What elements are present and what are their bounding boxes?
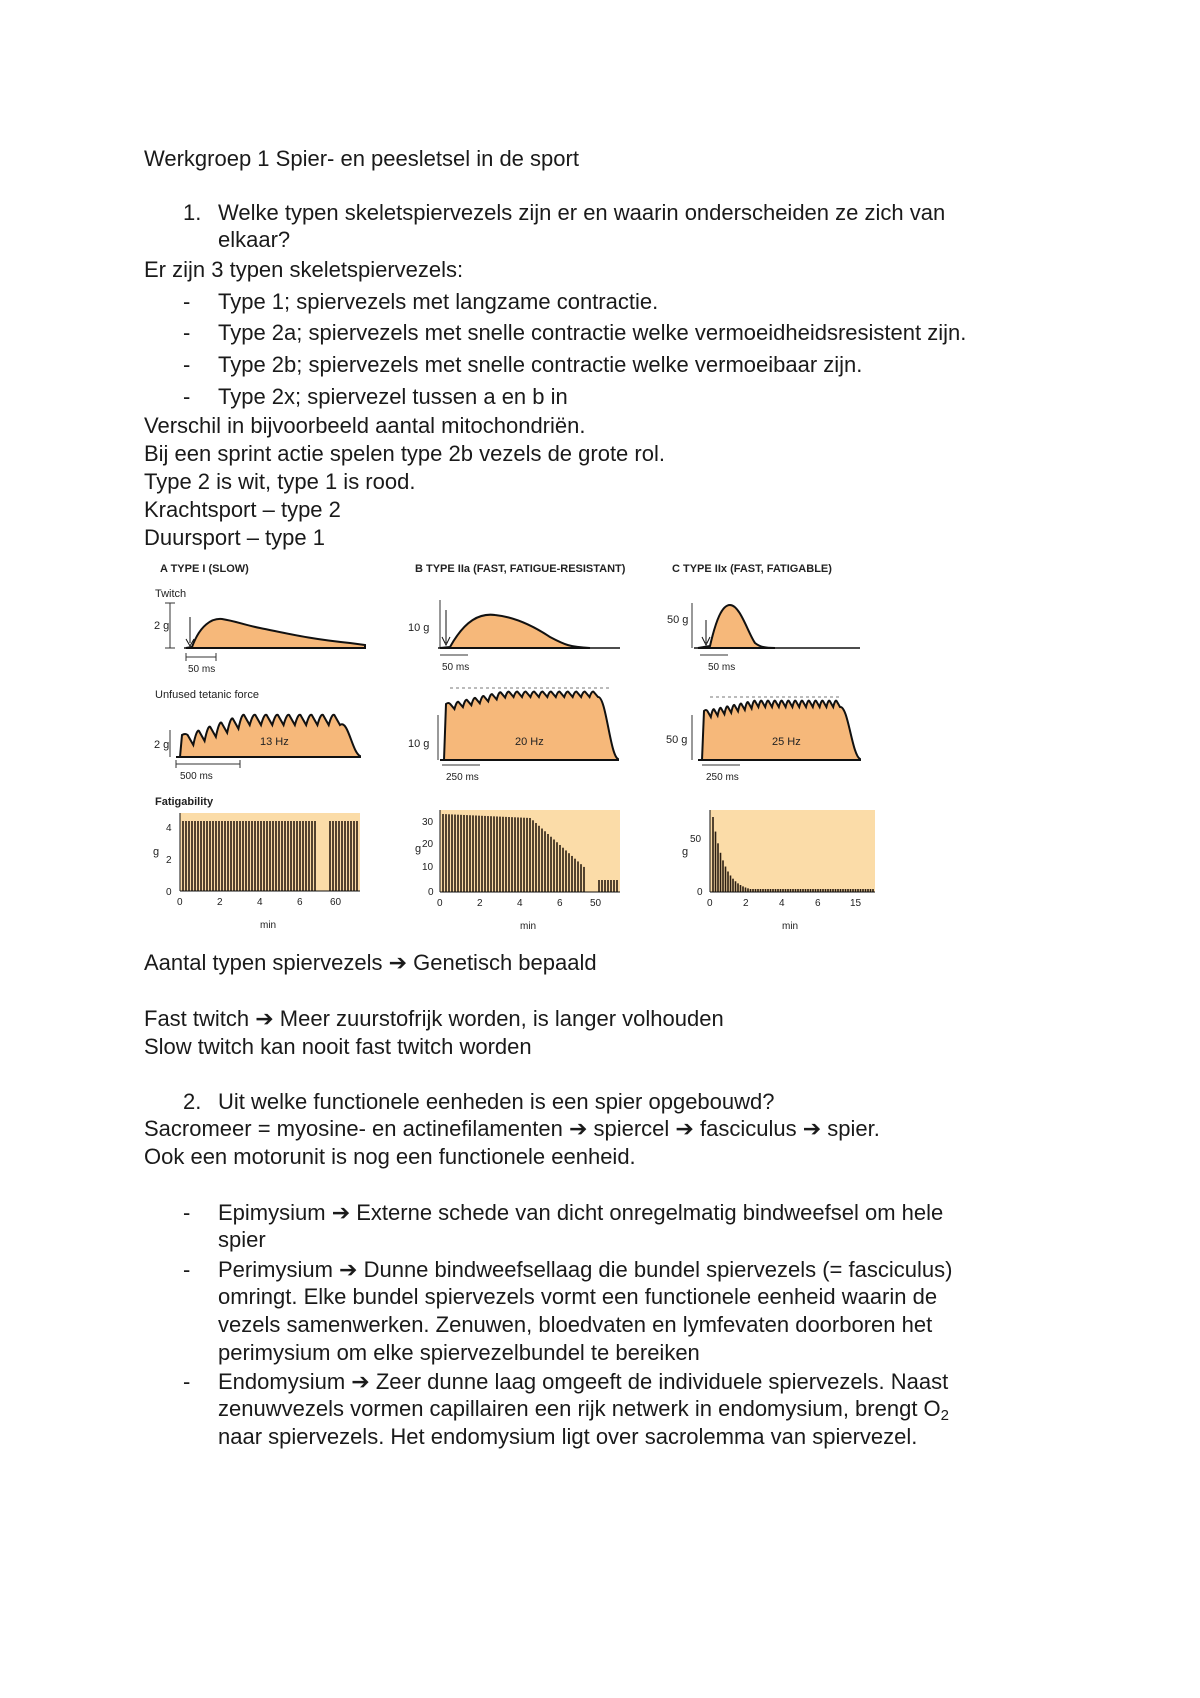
scale-label: 50 g	[666, 734, 688, 746]
panel-a-twitch	[154, 603, 365, 675]
panel-b-tetanic	[408, 688, 618, 783]
y-tick: 0	[697, 887, 703, 898]
x-tick: 0	[177, 897, 183, 908]
perimysium-line1: Perimysium ➔ Dunne bindweefsellaag die bundel spiervezels (= fasciculus)	[218, 1257, 953, 1282]
q1-intro: Er zijn 3 typen skeletspiervezels:	[144, 257, 464, 282]
x-tick: 15	[850, 898, 862, 909]
frequency-label: 20 Hz	[515, 736, 544, 748]
panel-c-twitch	[667, 603, 860, 673]
y-tick: 30	[422, 817, 434, 828]
y-tick: 10	[422, 862, 434, 873]
y-tick: 20	[422, 839, 434, 850]
fast-twitch-line: Fast twitch ➔ Meer zuurstofrijk worden, is langer volhouden	[144, 1006, 724, 1031]
q1-text-line: Duursport – type 1	[144, 525, 325, 550]
q1-question-line2: elkaar?	[218, 227, 291, 252]
bullet-dash: -	[183, 1369, 191, 1394]
x-axis-label: min	[782, 921, 799, 932]
q2-question: Uit welke functionele eenheden is een spier opgebouwd?	[218, 1089, 775, 1114]
y-tick: 50	[690, 834, 702, 845]
y-tick: 0	[428, 887, 434, 898]
arrow-icon: ➔	[339, 1257, 358, 1282]
time-label: 250 ms	[446, 772, 479, 783]
panel-c-fatigue	[682, 810, 875, 932]
panel-a-tetanic	[154, 715, 360, 782]
endomysium-line3: naar spiervezels. Het endomysium ligt over sacrolemma van spiervezel.	[218, 1424, 918, 1449]
slow-twitch-line: Slow twitch kan nooit fast twitch worden	[144, 1034, 532, 1059]
x-tick: 50	[590, 898, 602, 909]
bullet-dash: -	[183, 1200, 191, 1225]
panel-a-fatigue	[153, 813, 360, 931]
panel-c-label: C TYPE IIx (FAST, FATIGABLE)	[672, 563, 832, 575]
time-label: 50 ms	[188, 664, 216, 675]
x-tick: 2	[743, 898, 749, 909]
fiber-type-item: Type 1; spiervezels met langzame contractie.	[218, 289, 659, 314]
x-tick: 6	[297, 897, 303, 908]
endomysium-line2: zenuwvezels vormen capillairen een rijk netwerk in endomysium, brengt $O_2$	[218, 1396, 950, 1424]
x-axis-label: min	[520, 921, 537, 932]
scale-label: 2 g	[154, 739, 170, 751]
time-label: 250 ms	[706, 772, 739, 783]
scale-label: 10 g	[408, 738, 430, 750]
arrow-icon: ➔	[255, 1006, 274, 1031]
perimysium-line2: omringt. Elke bundel spiervezels vormt een functionele eenheid waarin de	[218, 1284, 938, 1309]
scale-label: 50 g	[667, 614, 689, 626]
q1-question-line1: Welke typen skeletspiervezels zijn er en waarin onderscheiden ze zich van	[218, 200, 946, 225]
x-tick: 2	[477, 898, 483, 909]
x-tick: 6	[557, 898, 563, 909]
scale-label: 2 g	[154, 620, 170, 632]
frequency-label: 25 Hz	[772, 736, 801, 748]
arrow-icon: ➔	[675, 1116, 694, 1141]
x-tick: 0	[437, 898, 443, 909]
fiber-type-item: Type 2x; spiervezel tussen a en b in	[218, 384, 568, 409]
x-tick: 4	[517, 898, 523, 909]
row-label-tetanic: Unfused tetanic force	[155, 689, 259, 701]
q2-number: 2.	[183, 1089, 202, 1114]
fiber-type-item: Type 2b; spiervezels met snelle contractie welke vermoeibaar zijn.	[218, 352, 863, 377]
y-axis-label: g	[153, 846, 160, 858]
panel-a-label: A TYPE I (SLOW)	[160, 563, 249, 575]
time-label: 50 ms	[442, 662, 470, 673]
panel-b-twitch	[408, 600, 620, 673]
x-tick: 6	[815, 898, 821, 909]
q2-sarcomere-line: Sacromeer = myosine- en actinefilamenten ➔ spiercel ➔ fasciculus ➔ spier.	[144, 1116, 880, 1141]
bullet-dash: -	[183, 1257, 191, 1282]
frequency-label: 13 Hz	[260, 736, 289, 748]
bullet-dash: -	[183, 320, 191, 345]
epimysium-line1: Epimysium ➔ Externe schede van dicht onregelmatig bindweefsel om hele	[218, 1200, 944, 1225]
arrow-icon: ➔	[331, 1200, 351, 1225]
perimysium-line4: perimysium om elke spiervezelbundel te bereiken	[218, 1340, 700, 1365]
q1-text-line: Verschil in bijvoorbeeld aantal mitochondriën.	[144, 413, 586, 438]
panel-b-fatigue	[415, 810, 620, 932]
q1-text-line: Krachtsport – type 2	[144, 497, 341, 522]
x-tick: 2	[217, 897, 223, 908]
subscript-2: 2	[940, 1407, 950, 1424]
panel-b-label: B TYPE IIa (FAST, FATIGUE-RESISTANT)	[415, 563, 626, 575]
y-tick: 4	[166, 823, 172, 834]
q2-motorunit-line: Ook een motorunit is nog een functionele eenheid.	[144, 1144, 636, 1169]
y-tick: 0	[166, 887, 172, 898]
x-tick: 4	[257, 897, 263, 908]
q1-text-line: Bij een sprint actie spelen type 2b vezels de grote rol.	[144, 441, 665, 466]
fiber-type-item: Type 2a; spiervezels met snelle contractie welke vermoeidheidsresistent zijn.	[218, 320, 967, 345]
scale-label: 10 g	[408, 622, 430, 634]
row-label-twitch: Twitch	[155, 588, 187, 600]
perimysium-line3: vezels samenwerken. Zenuwen, bloedvaten en lymfevaten doorboren het	[218, 1312, 933, 1337]
arrow-icon: ➔	[388, 950, 408, 975]
bullet-dash: -	[183, 289, 191, 314]
q1-number: 1.	[183, 200, 202, 225]
time-label: 500 ms	[180, 771, 213, 782]
panel-c-tetanic	[666, 697, 860, 783]
x-axis-label: min	[260, 920, 277, 931]
bullet-dash: -	[183, 384, 191, 409]
epimysium-line2: spier	[218, 1227, 266, 1252]
x-tick: 4	[779, 898, 785, 909]
q1-text-line: Type 2 is wit, type 1 is rood.	[144, 469, 416, 494]
page-title: Werkgroep 1 Spier- en peesletsel in de sport	[144, 146, 579, 171]
arrow-icon: ➔	[802, 1116, 822, 1141]
bullet-dash: -	[183, 352, 191, 377]
endomysium-line1: Endomysium ➔ Zeer dunne laag omgeeft de individuele spiervezels. Naast	[218, 1369, 949, 1394]
x-tick: 60	[330, 897, 342, 908]
y-axis-label: g	[415, 843, 422, 855]
arrow-icon: ➔	[568, 1116, 588, 1141]
y-tick: 2	[166, 855, 172, 866]
y-axis-label: g	[682, 846, 689, 858]
arrow-icon: ➔	[351, 1369, 370, 1394]
time-label: 50 ms	[708, 662, 736, 673]
row-label-fatigue: Fatigability	[155, 796, 214, 808]
muscle-fiber-figure	[150, 555, 890, 945]
fiber-genetics-line: Aantal typen spiervezels ➔ Genetisch bepaald	[144, 950, 597, 975]
x-tick: 0	[707, 898, 713, 909]
